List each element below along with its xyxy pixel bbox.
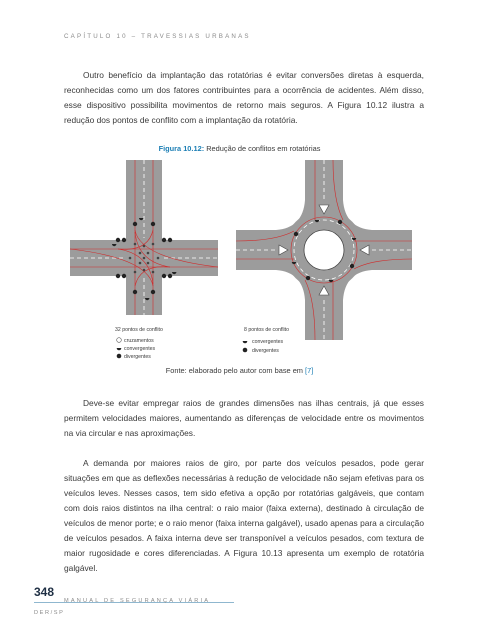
figure-label: Figura 10.12: — [158, 144, 205, 153]
crossing-icon — [117, 338, 122, 343]
figure-source — [0, 366, 479, 375]
figure-title: Redução de conflitos em rotatórias — [206, 144, 321, 153]
paragraph-3: A demanda por maiores raios de giro, por parte dos veículos pesados, pode gerar situações em que as deflexões necessárias à redução de velocidade não sejam efetivas para os veículos leves. Nesses casos, tem sido efetiva a opção por rotatórias galgáveis, que contam com dois raios distintos na ilha central: o raio maior (faixa externa), destinado à circulação de veículos de menor porte; e o raio menor (faixa interna galgável), usado apenas para a circulação de veículos pesados. A faixa interna deve ser transponível a veículos pesados, com textura de maior rugosidade e cores diferenciadas. A Figura 10.13 apresenta um exemplo de rotatória galgável. — [64, 458, 424, 573]
source-text: Fonte: elaborado pelo autor com base em — [165, 366, 303, 375]
right-legend-title: 8 pontos de conflito — [244, 327, 289, 333]
footer-title: MANUAL DE SEGURANÇA VIÁRIA — [64, 598, 211, 604]
page-number: 348 — [34, 585, 55, 599]
intersection-diagram — [70, 160, 218, 360]
right-legend-item-2: divergentes — [252, 348, 279, 354]
left-legend-item-1: cruzamentos — [124, 338, 154, 344]
left-legend-item-3: divergentes — [124, 354, 151, 360]
divergent-icon-right — [243, 348, 248, 353]
right-legend-item-1: convergentes — [252, 339, 284, 345]
convergent-icon-right — [243, 341, 248, 343]
source-reference: [7] — [305, 366, 314, 375]
paragraph-block-3 — [64, 456, 424, 576]
paragraph-2: Deve-se evitar empregar raios de grandes dimensões nas ilhas centrais, já que esses permitem velocidades maiores, aumentando as diferenças de velocidade entre os movimentos na via circular e nas aproximações. — [64, 398, 424, 438]
central-island — [304, 230, 344, 270]
left-legend-title: 32 pontos de conflito — [115, 327, 163, 333]
divergent-icon — [117, 354, 122, 359]
roundabout-diagram — [236, 160, 412, 354]
paragraph-block-2 — [64, 396, 424, 441]
chapter-header: CAPÍTULO 10 – TRAVESSIAS URBANAS — [64, 33, 251, 40]
footer-org: DER/SP — [34, 610, 65, 616]
left-legend-item-2: convergentes — [124, 346, 156, 352]
paragraph-1: Outro benefício da implantação das rotatórias é evitar conversões diretas à esquerda, reconhecidas como um dos fatores contribuintes para a ocorrência de acidentes. Além disso, esse dispositivo possibilita movimentos de retorno mais seguros. A Figura 10.12 ilustra a redução dos pontos de conflito com a implantação da rotatória. — [64, 70, 424, 125]
convergent-icon — [117, 348, 122, 350]
